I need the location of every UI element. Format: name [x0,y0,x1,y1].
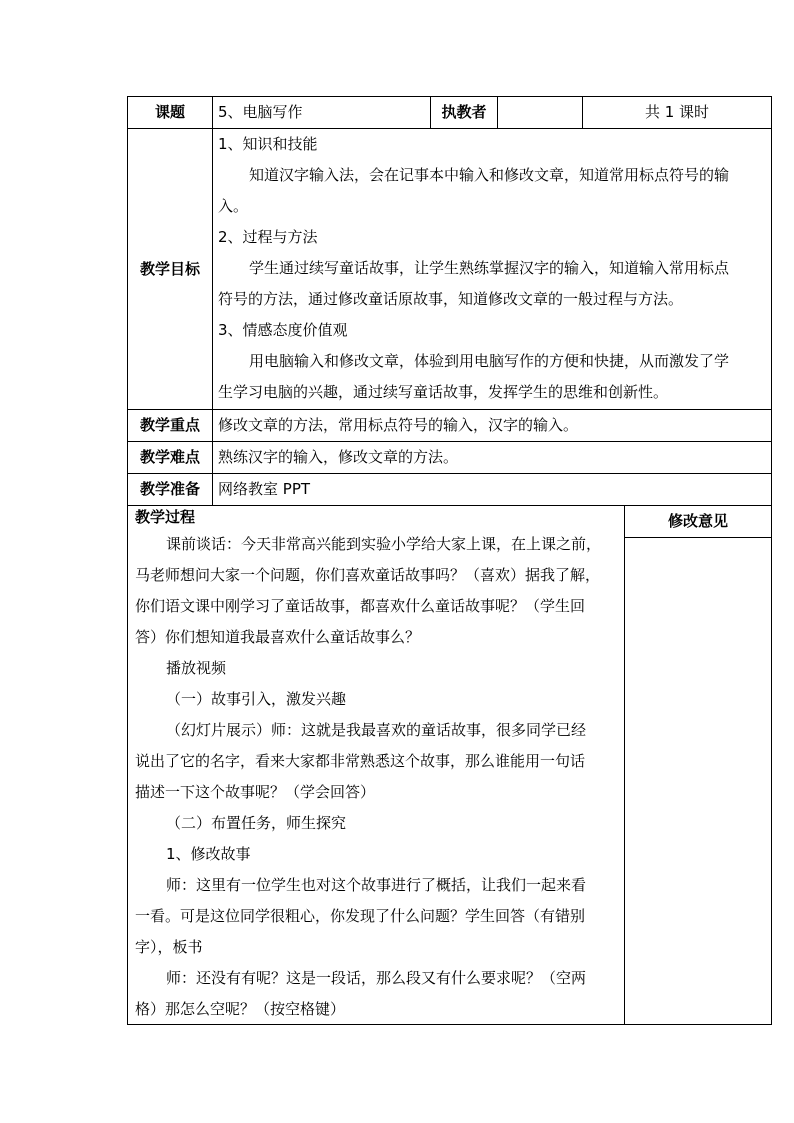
process-side-divider [624,505,625,1025]
process-line: 答）你们想知道我最喜欢什么童话故事么？ [135,628,421,646]
process-line: 播放视频 [166,659,227,677]
objective-heading: 3、情感态度价值观 [218,321,348,339]
process-line: 1、修改故事 [166,845,251,863]
process-line: 说出了它的名字，看来大家都非常熟悉这个故事，那么谁能用一句话 [135,752,586,770]
row-divider [127,128,772,129]
teacher-label: 执教者 [441,103,487,121]
key-points-label: 教学重点 [139,416,200,434]
table-left-border [127,96,128,1025]
objectives-label: 教学目标 [139,260,200,278]
table-bottom-border [127,1024,772,1025]
revision-notes-label: 修改意见 [667,512,728,530]
header-divider [497,96,498,128]
objective-line: 用电脑输入和修改文章，体验到用电脑写作的方便和快捷，从而激发了学 [249,352,730,370]
process-line: 师：这里有一位学生也对这个故事进行了概括，让我们一起来看 [166,876,587,894]
process-line: （幻灯片展示）师：这就是我最喜欢的童话故事，很多同学已经 [166,721,587,739]
difficulties-value: 熟练汉字的输入，修改文章的方法。 [218,448,459,466]
objective-line: 生学习电脑的兴趣，通过续写童话故事，发挥学生的思维和创新性。 [218,383,669,401]
row-divider [127,409,772,410]
objective-line: 知道汉字输入法，会在记事本中输入和修改文章，知道常用标点符号的输 [249,166,730,184]
process-line: 一看。可是这位同学很粗心，你发现了什么问题？学生回答（有错别 [135,907,586,925]
table-top-border [127,96,772,97]
process-line: 你们语文课中刚学习了童话故事，都喜欢什么童话故事呢？（学生回 [135,597,586,615]
table-right-border [771,96,772,1025]
objective-line: 入。 [218,197,249,215]
objective-line: 符号的方法，通过修改童话原故事，知道修改文章的一般过程与方法。 [218,290,684,308]
process-line: （二）布置任务，师生探究 [166,814,347,832]
row-divider [127,473,772,474]
process-line: 课前谈话：今天非常高兴能到实验小学给大家上课，在上课之前， [166,535,602,553]
objective-line: 学生通过续写童话故事，让学生熟练掌握汉字的输入，知道输入常用标点 [249,259,730,277]
objective-heading: 1、知识和技能 [218,135,318,153]
lesson-title: 5、电脑写作 [218,103,303,121]
row-divider [127,505,772,506]
process-label: 教学过程 [135,508,196,526]
preparation-label: 教学准备 [139,480,200,498]
process-line: 字），板书 [135,938,203,956]
difficulties-label: 教学难点 [139,448,200,466]
objective-heading: 2、过程与方法 [218,228,318,246]
process-line: 描述一下这个故事呢？（学会回答） [135,783,376,801]
process-line: 马老师想问大家一个问题，你们喜欢童话故事吗？（喜欢）据我了解， [135,566,601,584]
process-line: （一）故事引入，激发兴趣 [166,690,347,708]
lesson-label: 课题 [154,103,185,121]
period-count: 共 1 课时 [644,103,710,121]
process-line: 格）那怎么空呢？（按空格键） [135,1000,346,1018]
process-line: 师：还没有有呢？这是一段话，那么段又有什么要求呢？（空两 [166,969,587,987]
key-points-value: 修改文章的方法，常用标点符号的输入，汉字的输入。 [218,416,579,434]
label-column-divider [212,96,213,505]
preparation-value: 网络教室 PPT [218,480,311,498]
side-header-divider [624,537,772,538]
row-divider [127,441,772,442]
